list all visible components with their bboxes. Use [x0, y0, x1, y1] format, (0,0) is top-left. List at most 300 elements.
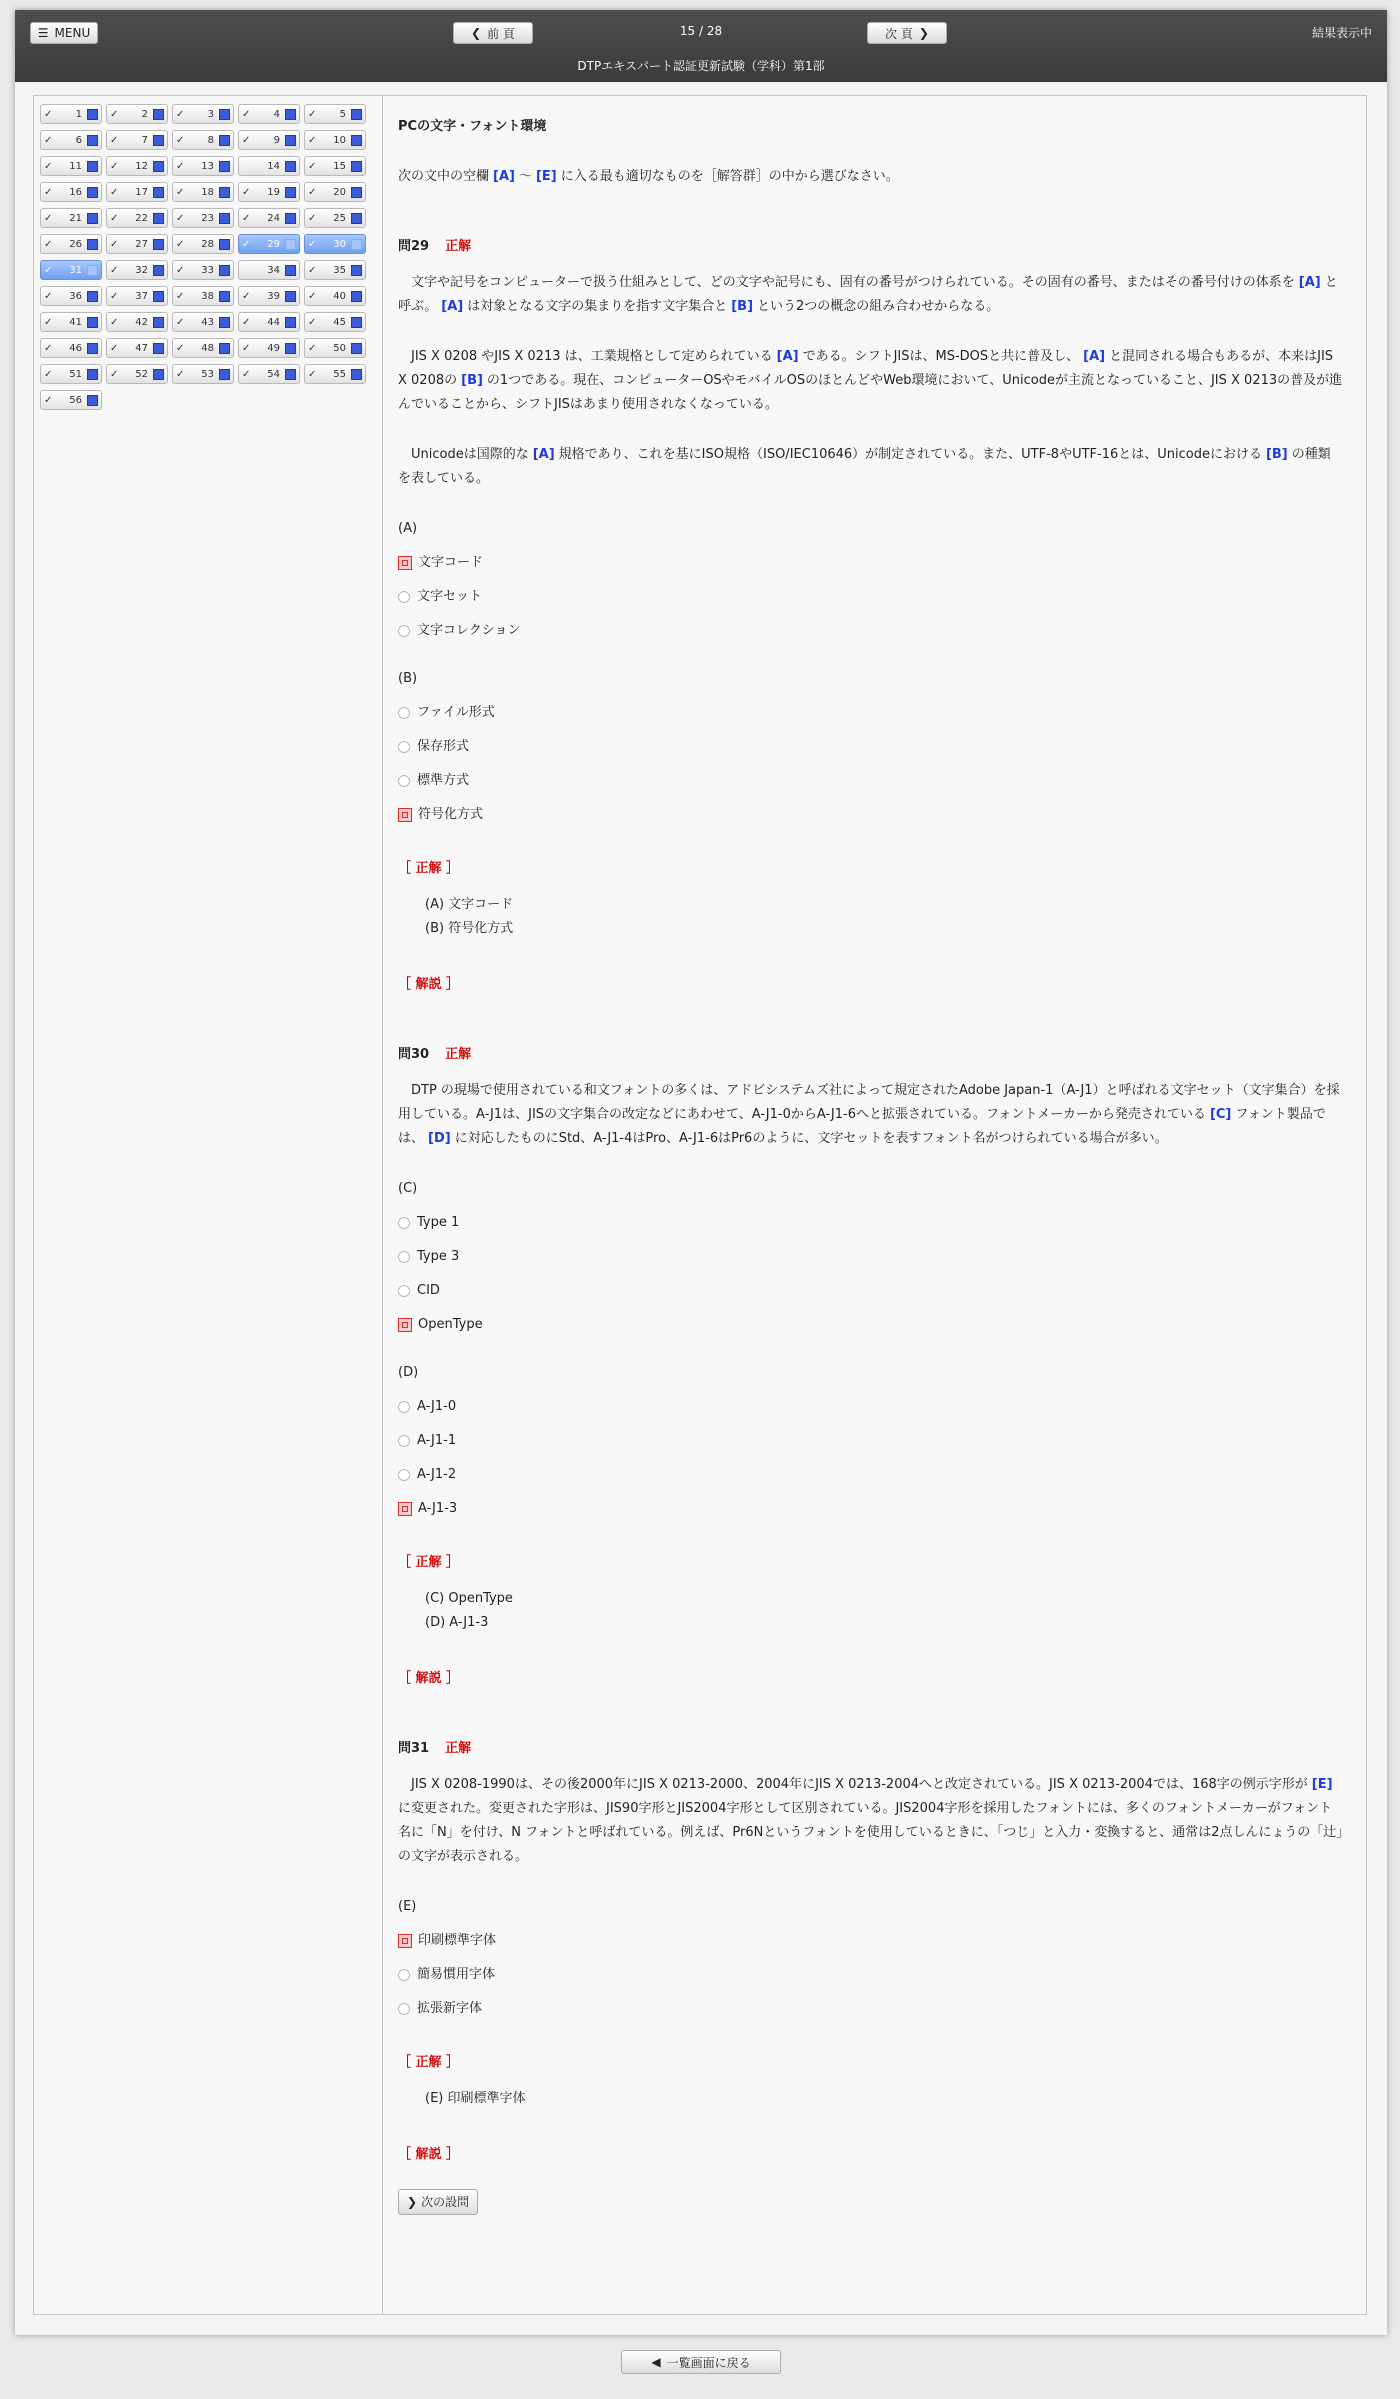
question-nav-button[interactable]: [40, 364, 102, 384]
question-nav-button[interactable]: [238, 156, 300, 176]
checkmark-icon: ✓: [176, 290, 185, 302]
checkmark-icon: ✓: [242, 316, 251, 328]
question-number: 40: [333, 290, 346, 302]
checkmark-icon: ✓: [44, 394, 53, 406]
checkmark-icon: ✓: [176, 212, 185, 224]
question-number: 11: [69, 160, 82, 172]
answer-option[interactable]: [398, 1245, 1343, 1269]
question-number: 13: [201, 160, 214, 172]
question-number: 41: [69, 316, 82, 328]
question-nav-button[interactable]: [238, 312, 300, 332]
prev-label: 前 頁: [487, 26, 515, 41]
question-nav-button[interactable]: [106, 286, 168, 306]
question-number: 29: [267, 238, 280, 250]
question-number: 48: [201, 342, 214, 354]
flag-icon: [87, 317, 98, 328]
question-number: 15: [333, 160, 346, 172]
answer-option[interactable]: [398, 1463, 1343, 1487]
radio-icon: [398, 1251, 410, 1263]
checkmark-icon: ✓: [110, 368, 119, 380]
checkmark-icon: ✓: [308, 264, 317, 276]
question-nav-button[interactable]: [40, 234, 102, 254]
explanation-heading: ［ 解説 ］: [398, 977, 460, 992]
blank-marker: [A]: [776, 349, 799, 364]
flag-icon: [351, 213, 362, 224]
question-nav-button[interactable]: [304, 104, 366, 124]
question-nav-button[interactable]: [304, 156, 366, 176]
radio-icon: [398, 1217, 410, 1229]
checkmark-icon: ✓: [44, 108, 53, 120]
question-number: 22: [135, 212, 148, 224]
question-number: 4: [273, 108, 280, 120]
explanation-heading: ［ 解説 ］: [398, 2147, 460, 2162]
answer-option[interactable]: [398, 735, 1343, 759]
flag-icon: [219, 265, 230, 276]
question-number: 5: [339, 108, 346, 120]
answer-option[interactable]: [398, 1211, 1343, 1235]
question-number: 26: [69, 238, 82, 250]
checkmark-icon: ✓: [176, 186, 185, 198]
answer-option[interactable]: [398, 1997, 1343, 2021]
question-number: 30: [333, 238, 346, 250]
question-number: 27: [135, 238, 148, 250]
blank-marker: [C]: [1209, 1107, 1232, 1122]
checkmark-icon: ✓: [242, 108, 251, 120]
answer-group-e: [398, 1895, 1343, 2021]
option-label: CID: [417, 1283, 440, 1298]
question-number: 31: [69, 264, 82, 276]
question-nav-button[interactable]: [106, 260, 168, 280]
flag-icon: [153, 291, 164, 302]
checkmark-icon: ✓: [176, 264, 185, 276]
question-nav-button[interactable]: [238, 364, 300, 384]
checkmark-icon: ✓: [176, 316, 185, 328]
flag-icon: [153, 161, 164, 172]
question-nav-button[interactable]: [40, 130, 102, 150]
question-number: 46: [69, 342, 82, 354]
answer-option[interactable]: [398, 701, 1343, 725]
flag-icon: [285, 369, 296, 380]
blank-marker: [A]: [1298, 275, 1321, 290]
radio-icon: [398, 1469, 410, 1481]
option-label: A-J1-3: [418, 1501, 458, 1516]
radio-icon: [398, 625, 410, 637]
question-number: 36: [69, 290, 82, 302]
question-number: 50: [333, 342, 346, 354]
question-29-header: 問29 正解: [398, 239, 472, 254]
question-nav-button[interactable]: [304, 182, 366, 202]
flag-icon: [87, 161, 98, 172]
question-nav-button[interactable]: [40, 182, 102, 202]
checkmark-icon: ✓: [242, 342, 251, 354]
question-number: 39: [267, 290, 280, 302]
question-31-paragraph-1: [398, 1773, 1343, 1869]
option-label: ファイル形式: [417, 705, 495, 720]
question-nav-button[interactable]: [106, 208, 168, 228]
checkmark-icon: ✓: [110, 316, 119, 328]
paragraph-text: に対応したものにStd、A-J1-4はPro、A-J1-6はPr6のように、文字セットを表すフォント名がつけられている場合が多い。: [454, 1131, 1168, 1146]
next-question-label: 次の設問: [421, 2195, 470, 2209]
question-number: 23: [201, 212, 214, 224]
question-number: 34: [267, 264, 280, 276]
flag-icon: [285, 317, 296, 328]
correct-answer: (E) 印刷標準字体: [425, 2091, 526, 2106]
radio-icon: [398, 2003, 410, 2015]
radio-icon: [398, 1285, 410, 1297]
checkmark-icon: ✓: [44, 134, 53, 146]
option-label: 文字コレクション: [417, 623, 521, 638]
paragraph-text: JIS X 0208 やJIS X 0213 は、工業規格として定められている: [411, 349, 773, 364]
flag-icon: [351, 369, 362, 380]
question-number: 3: [207, 108, 214, 120]
paragraph-text: Unicodeは国際的な: [411, 447, 529, 462]
question-nav-button[interactable]: [106, 182, 168, 202]
question-31-header: 問31 正解: [398, 1741, 472, 1756]
question-number: 28: [201, 238, 214, 250]
question-nav-button[interactable]: [40, 104, 102, 124]
question-number: 18: [201, 186, 214, 198]
option-label: 拡張新字体: [417, 2001, 483, 2016]
question-number: 37: [135, 290, 148, 302]
question-nav-button[interactable]: [40, 260, 102, 280]
question-number: 56: [69, 394, 82, 406]
next-question-button[interactable]: [398, 2189, 478, 2215]
flag-icon: [219, 317, 230, 328]
flag-icon: [153, 343, 164, 354]
flag-icon: [87, 343, 98, 354]
flag-icon: [285, 239, 296, 250]
flag-icon: [285, 109, 296, 120]
checkmark-icon: ✓: [176, 160, 185, 172]
answer-option[interactable]: [398, 585, 1343, 609]
question-29-paragraph-3: [398, 443, 1343, 491]
flag-icon: [87, 291, 98, 302]
answer-group-a: [398, 517, 1343, 643]
paragraph-text: DTP の現場で使用されている和文フォントの多くは、アドビシステムズ社によって規定されたAdobe Japan-1（A-J1）と呼ばれる文字セット（文字集合）を採用している。A-J1は、JISの文字集合の改定などにあわせて、A-J1-0からA-J1-6へと拡張されている。フォントメーカーから発売されている: [398, 1083, 1340, 1122]
paragraph-text: という2つの概念の組み合わせからなる。: [757, 299, 1000, 314]
checkmark-icon: ✓: [176, 134, 185, 146]
radio-icon: [398, 707, 410, 719]
option-label: Type 1: [417, 1215, 460, 1230]
question-nav-button[interactable]: [172, 234, 234, 254]
answer-group-b: [398, 667, 1343, 827]
question-number: 33: [201, 264, 214, 276]
checkmark-icon: ✓: [110, 212, 119, 224]
question-nav-button[interactable]: [304, 260, 366, 280]
question-number: 10: [333, 134, 346, 146]
flag-icon: [351, 239, 362, 250]
checkmark-icon: ✓: [242, 134, 251, 146]
question-nav-button[interactable]: [238, 130, 300, 150]
answer-option[interactable]: [398, 1395, 1343, 1419]
option-label: A-J1-2: [417, 1467, 457, 1482]
question-nav-button[interactable]: [40, 156, 102, 176]
question-nav-button[interactable]: [238, 208, 300, 228]
flag-icon: [219, 213, 230, 224]
flag-icon: [219, 343, 230, 354]
flag-icon: [153, 135, 164, 146]
question-nav-button[interactable]: [238, 260, 300, 280]
answer-option[interactable]: [398, 1929, 1343, 1953]
checkmark-icon: ✓: [44, 212, 53, 224]
answer-heading: ［ 正解 ］: [398, 861, 460, 876]
paragraph-text: の1つである。現在、コンピューターOSやモバイルOSのほとんどやWeb環境において、Unicodeが主流となっていること、JIS X 0213の普及が進んでいることから、シフトJISはあまり使用されなくなっている。: [398, 373, 1343, 412]
answer-option[interactable]: [398, 1429, 1343, 1453]
flag-icon: [153, 213, 164, 224]
blank-marker: [A]: [1083, 349, 1106, 364]
question-navigator: [33, 95, 388, 2315]
question-number: 16: [69, 186, 82, 198]
option-label: 文字コード: [418, 555, 484, 570]
question-nav-button[interactable]: [106, 338, 168, 358]
flag-icon: [87, 109, 98, 120]
question-nav-button[interactable]: [172, 312, 234, 332]
question-content: [398, 111, 1343, 2215]
checkmark-icon: ✓: [110, 342, 119, 354]
flag-icon: [351, 317, 362, 328]
question-nav-button[interactable]: [238, 182, 300, 202]
checkmark-icon: ✓: [242, 238, 251, 250]
answer-option[interactable]: [398, 1497, 1343, 1521]
flag-icon: [87, 213, 98, 224]
answer-group-c: [398, 1177, 1343, 1337]
group-label: (A): [398, 521, 418, 536]
checkmark-icon: ✓: [308, 238, 317, 250]
question-nav-button[interactable]: [172, 338, 234, 358]
question-number: 53: [201, 368, 214, 380]
flag-icon: [285, 161, 296, 172]
question-nav-button[interactable]: [172, 286, 234, 306]
checkmark-icon: ✓: [44, 342, 53, 354]
flag-icon: [351, 161, 362, 172]
question-nav-button[interactable]: [304, 286, 366, 306]
paragraph-text: に変更された。変更された字形は、JIS90字形とJIS2004字形として区別されている。JIS2004字形を採用したフォントには、多くのフォントメーカーがフォント名に「N」を付け、N フォントと呼ばれている。例えば、Pr6Nというフォントを使用しているときに、「つじ」と入力・変換すると、通常は2点しんにょうの「辻」の文字が表示される。: [398, 1801, 1343, 1864]
radio-icon: [398, 1435, 410, 1447]
checkmark-icon: ✓: [308, 186, 317, 198]
question-panel: [382, 95, 1367, 2315]
selected-marker-icon: [398, 808, 412, 822]
question-nav-button[interactable]: [40, 286, 102, 306]
blank-marker: [B]: [1265, 447, 1288, 462]
question-nav-button[interactable]: [106, 312, 168, 332]
question-nav-button[interactable]: [238, 286, 300, 306]
question-number: 45: [333, 316, 346, 328]
question-nav-button[interactable]: [238, 104, 300, 124]
question-number: 6: [75, 134, 82, 146]
chevron-left-icon: ❮: [471, 26, 482, 40]
checkmark-icon: ✓: [110, 186, 119, 198]
paragraph-text: と呼ぶ。: [398, 275, 1338, 314]
question-nav-button[interactable]: [40, 390, 102, 410]
question-30-answers: [398, 1587, 1343, 1635]
question-number: 2: [141, 108, 148, 120]
question-nav-button[interactable]: [40, 338, 102, 358]
checkmark-icon: ✓: [44, 238, 53, 250]
checkmark-icon: ✓: [176, 368, 185, 380]
selected-marker-icon: [398, 556, 412, 570]
blank-marker: [A]: [441, 299, 464, 314]
group-label: (D): [398, 1365, 419, 1380]
paragraph-text: の種類を表している。: [398, 447, 1331, 486]
question-number: 20: [333, 186, 346, 198]
question-nav-button[interactable]: [304, 130, 366, 150]
question-number: 24: [267, 212, 280, 224]
blank-marker: [D]: [428, 1131, 451, 1146]
flag-icon: [351, 135, 362, 146]
circle-arrow-left-icon: ◀: [651, 2355, 661, 2369]
question-number: 12: [135, 160, 148, 172]
answer-option[interactable]: [398, 1963, 1343, 1987]
radio-icon: [398, 741, 410, 753]
flag-icon: [285, 265, 296, 276]
blank-marker: [E]: [1311, 1777, 1333, 1792]
flag-icon: [285, 291, 296, 302]
question-nav-button[interactable]: [304, 338, 366, 358]
question-nav-button[interactable]: [172, 182, 234, 202]
checkmark-icon: ✓: [308, 290, 317, 302]
flag-icon: [87, 239, 98, 250]
chevron-right-icon: ❯: [918, 26, 929, 40]
option-label: 簡易慣用字体: [417, 1967, 496, 1982]
correct-answer: (C) OpenType: [425, 1591, 513, 1606]
question-number: 52: [135, 368, 148, 380]
flag-icon: [285, 187, 296, 198]
question-nav-button[interactable]: [238, 338, 300, 358]
question-nav-button[interactable]: [172, 130, 234, 150]
option-label: 文字セット: [417, 589, 483, 604]
question-nav-button[interactable]: [172, 208, 234, 228]
question-number: 47: [135, 342, 148, 354]
question-number: 38: [201, 290, 214, 302]
option-label: 保存形式: [417, 739, 470, 754]
question-nav-button[interactable]: [40, 312, 102, 332]
paragraph-text: フォント製品では、: [398, 1107, 1326, 1146]
app-frame: [15, 10, 1387, 2335]
question-number: 49: [267, 342, 280, 354]
checkmark-icon: ✓: [110, 134, 119, 146]
question-31-answers: [398, 2087, 1343, 2111]
question-nav-button[interactable]: [106, 364, 168, 384]
paragraph-text: 文字や記号をコンピューターで扱う仕組みとして、どの文字や記号にも、固有の番号がつけられている。その固有の番号、またはその番号付けの体系を: [411, 275, 1295, 290]
answer-option[interactable]: [398, 1313, 1343, 1337]
question-number: 32: [135, 264, 148, 276]
question-number: 44: [267, 316, 280, 328]
flag-icon: [219, 239, 230, 250]
question-nav-button[interactable]: [40, 208, 102, 228]
flag-icon: [219, 187, 230, 198]
flag-icon: [87, 187, 98, 198]
group-label: (B): [398, 671, 418, 686]
question-nav-button[interactable]: [172, 156, 234, 176]
flag-icon: [351, 343, 362, 354]
checkmark-icon: ✓: [110, 238, 119, 250]
top-bar: [15, 10, 1387, 82]
checkmark-icon: ✓: [110, 264, 119, 276]
question-nav-button[interactable]: [172, 364, 234, 384]
paragraph-text: 規格であり、これを基にISO規格（ISO/IEC10646）が制定されている。また、UTF-8やUTF-16とは、Unicodeにおける: [558, 447, 1262, 462]
option-label: A-J1-1: [417, 1433, 457, 1448]
question-nav-button[interactable]: [304, 234, 366, 254]
question-number: 43: [201, 316, 214, 328]
blank-marker: [B]: [461, 373, 483, 388]
radio-icon: [398, 1969, 410, 1981]
question-nav-button[interactable]: [106, 156, 168, 176]
paragraph-text: は対象となる文字の集まりを指す文字集合と: [467, 299, 728, 314]
paragraph-text: である。シフトJISは、MS-DOSと共に普及し、: [802, 349, 1080, 364]
question-29-answers: [398, 893, 1343, 941]
question-number: 25: [333, 212, 346, 224]
flag-icon: [87, 265, 98, 276]
exam-title: DTPエキスパート認証更新試験（学科）第1部: [577, 59, 825, 73]
flag-icon: [153, 317, 164, 328]
checkmark-icon: ✓: [44, 186, 53, 198]
question-nav-button[interactable]: [106, 130, 168, 150]
question-nav-button[interactable]: [172, 104, 234, 124]
group-label: (E): [398, 1899, 417, 1914]
flag-icon: [351, 109, 362, 120]
flag-icon: [351, 265, 362, 276]
question-number: 1: [75, 108, 82, 120]
checkmark-icon: ✓: [44, 264, 53, 276]
question-number: 19: [267, 186, 280, 198]
flag-icon: [87, 135, 98, 146]
answer-option[interactable]: [398, 551, 1343, 575]
question-number: 51: [69, 368, 82, 380]
answer-option[interactable]: [398, 803, 1343, 827]
checkmark-icon: ✓: [308, 134, 317, 146]
question-nav-button[interactable]: [106, 234, 168, 254]
option-label: 印刷標準字体: [418, 1933, 497, 1948]
question-nav-button[interactable]: [304, 208, 366, 228]
checkmark-icon: ✓: [308, 108, 317, 120]
selected-marker-icon: [398, 1934, 412, 1948]
option-label: OpenType: [418, 1317, 483, 1332]
back-to-list-button[interactable]: [621, 2350, 781, 2374]
question-nav-button[interactable]: [238, 234, 300, 254]
answer-option[interactable]: [398, 619, 1343, 643]
checkmark-icon: ✓: [242, 186, 251, 198]
flag-icon: [219, 291, 230, 302]
checkmark-icon: ✓: [44, 368, 53, 380]
prev-page-button[interactable]: [453, 22, 533, 44]
question-nav-button[interactable]: [172, 260, 234, 280]
page-heading: PCの文字・フォント環境: [398, 119, 547, 134]
question-29-paragraph-2: [398, 345, 1343, 417]
question-nav-button[interactable]: [106, 104, 168, 124]
flag-icon: [153, 265, 164, 276]
back-to-list-label: 一覧画面に戻る: [666, 2355, 751, 2370]
checkmark-icon: ✓: [242, 368, 251, 380]
question-nav-button[interactable]: [304, 364, 366, 384]
question-number: 42: [135, 316, 148, 328]
checkmark-icon: ✓: [308, 160, 317, 172]
checkmark-icon: ✓: [308, 212, 317, 224]
menu-button[interactable]: [30, 22, 98, 44]
answer-option[interactable]: [398, 1279, 1343, 1303]
answer-option[interactable]: [398, 769, 1343, 793]
question-number: 54: [267, 368, 280, 380]
explanation-heading: ［ 解説 ］: [398, 1671, 460, 1686]
answer-heading: ［ 正解 ］: [398, 2055, 460, 2070]
menu-label: MENU: [54, 26, 91, 40]
flag-icon: [87, 395, 98, 406]
checkmark-icon: ✓: [44, 316, 53, 328]
blank-marker: [B]: [731, 299, 754, 314]
question-nav-button[interactable]: [304, 312, 366, 332]
next-page-button[interactable]: [867, 22, 947, 44]
checkmark-icon: ✓: [110, 108, 119, 120]
paragraph-text: と混同される場合もあるが、本来はJIS X 0208の: [398, 349, 1334, 388]
